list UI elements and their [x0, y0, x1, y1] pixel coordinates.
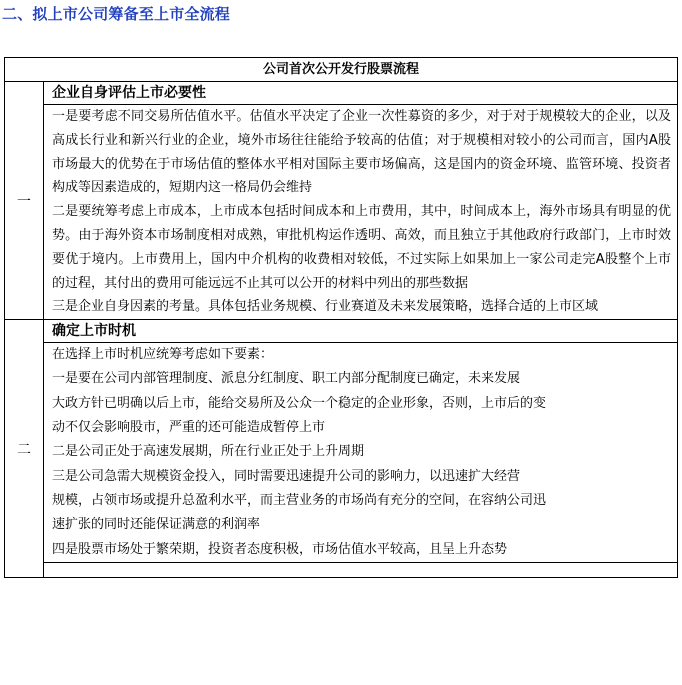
section-2-line: 四是股票市场处于繁荣期，投资者态度积极，市场估值水平较高，且呈上升态势 [52, 541, 508, 557]
section-2-line: 规模，占领市场或提升总盈利水平，而主营业务的市场尚有充分的空间，在容纳公司迅 [52, 492, 547, 508]
section-title-1: 企业自身评估上市必要性 [44, 82, 678, 105]
table-title: 公司首次公开发行股票流程 [5, 58, 678, 82]
section-number-1: 一 [5, 82, 44, 320]
section-1-paragraph-2: 二是要统筹考虑上市成本，上市成本包括时间成本和上市费用，其中，时间成本上，海外市场具有明显的优势。由于海外资本市场制度相对成熟，审批机构运作透明、高效，而且独立于其他政府行政部门，上市时效要优于境内。上市费用上，国内中介机构的收费相对较低，不过实际上如果加上一家公司走完A股整个上市的过程，其付出的费用可能远远不止其可以公开的材料中列出的那些数据 [52, 204, 672, 291]
section-title-2: 确定上市时机 [44, 320, 678, 343]
section-1-paragraph-1: 一是要考虑不同交易所估值水平。估值水平决定了企业一次性募资的多少，对于对于规模较大的企业，以及高成长行业和新兴行业的企业，境外市场往往能给予较高的估值；对于规模相对较小的公司而言，国内A股市场最大的优势在于市场估值的整体水平相对国际主要市场偏高，这是国内的资金环境、监管环境、投资者构成等因素造成的，短期内这一格局仍会维持 [52, 109, 672, 196]
section-number-2: 二 [5, 320, 44, 578]
section-2-line: 动不仅会影响股市，严重的还可能造成暂停上市 [52, 420, 326, 436]
ipo-process-table [4, 57, 678, 578]
section-body-2-continued [44, 562, 678, 577]
section-2-line: 速扩张的同时还能保证满意的利润率 [52, 517, 261, 533]
section-2-line: 二是公司正处于高速发展期，所在行业正处于上升周期 [52, 444, 365, 460]
section-2-line: 一是要在公司内部管理制度、派息分红制度、职工内部分配制度已确定，未来发展 [52, 371, 521, 387]
page-heading: 二、拟上市公司筹备至上市全流程 [2, 5, 231, 23]
section-2-line: 三是公司急需大规模资金投入，同时需要迅速提升公司的影响力，以迅速扩大经营 [52, 468, 521, 484]
section-body-2 [44, 343, 678, 563]
section-1-paragraph-3: 三是企业自身因素的考量。具体包括业务规模、行业赛道及未来发展策略，选择合适的上市区域 [52, 299, 599, 315]
section-2-line: 大政方针已明确以后上市，能给交易所及公众一个稳定的企业形象，否则，上市后的变 [52, 395, 547, 411]
section-2-line: 在选择上市时机应统筹考虑如下要素： [52, 347, 274, 363]
section-body-1 [44, 105, 678, 320]
